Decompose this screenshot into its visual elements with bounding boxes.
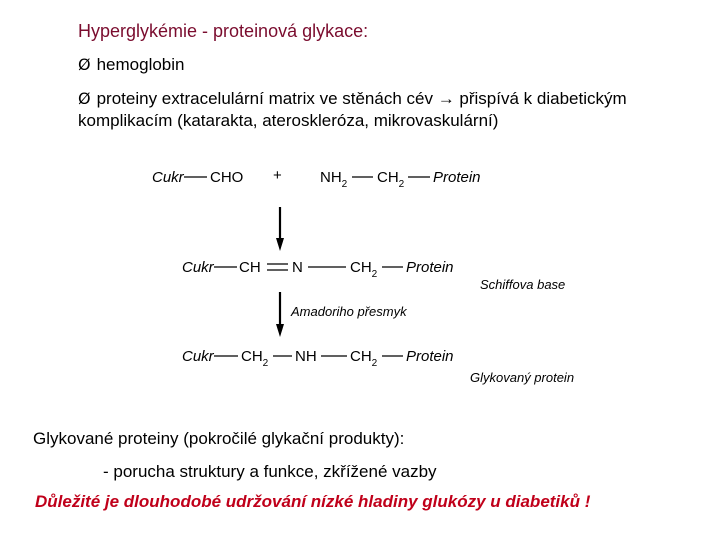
row3-protein: Protein — [406, 348, 454, 365]
bullet-text: proteiny extracelulární matrix ve stěnách cév → přispívá k diabetickým komplikacím (katarakta, ateroskleróza, mikrovaskulární) — [78, 89, 627, 130]
row3-nh: NH — [295, 348, 317, 365]
bullet-text: hemoglobin — [96, 55, 185, 74]
arrow-head-icon — [276, 324, 284, 337]
arrow-head-icon — [276, 238, 284, 251]
row2-protein: Protein — [406, 259, 454, 276]
warning-note: Důležité je dlouhodobé udržování nízké hladiny glukózy u diabetiků ! — [35, 492, 591, 511]
section-heading: Glykované proteiny (pokročilé glykační produkty): — [33, 429, 405, 448]
row1-protein: Protein — [433, 169, 481, 186]
row1-plus: + — [273, 167, 282, 184]
bullet-arrow-icon: Ø — [78, 55, 91, 74]
row1-cukr: Cukr — [152, 169, 184, 186]
row2-ch2: $CH_2$ — [350, 259, 378, 280]
row3-ch2: $CH_2$ — [241, 348, 269, 369]
slide-title: Hyperglykémie - proteinová glykace: — [78, 21, 369, 41]
row2-cukr: Cukr — [182, 259, 214, 276]
row2-n: N — [292, 259, 303, 276]
row1-nh: $NH_2$ — [320, 169, 348, 190]
schiff-base-label: Schiffova base — [480, 277, 566, 292]
section-detail: - porucha struktury a funkce, zkřížené vazby — [103, 462, 437, 481]
row1-ch2: $CH_2$ — [377, 169, 405, 190]
row3-cukr: Cukr — [182, 348, 214, 365]
glycated-protein-label: Glykovaný protein — [470, 370, 575, 385]
bullet-arrow-icon: Ø — [78, 89, 91, 108]
row3-ch2b: $CH_2$ — [350, 348, 378, 369]
row1-cho: CHO — [210, 169, 244, 186]
row2-ch: CH — [239, 259, 261, 276]
amadori-label: Amadoriho přesmyk — [291, 304, 407, 319]
